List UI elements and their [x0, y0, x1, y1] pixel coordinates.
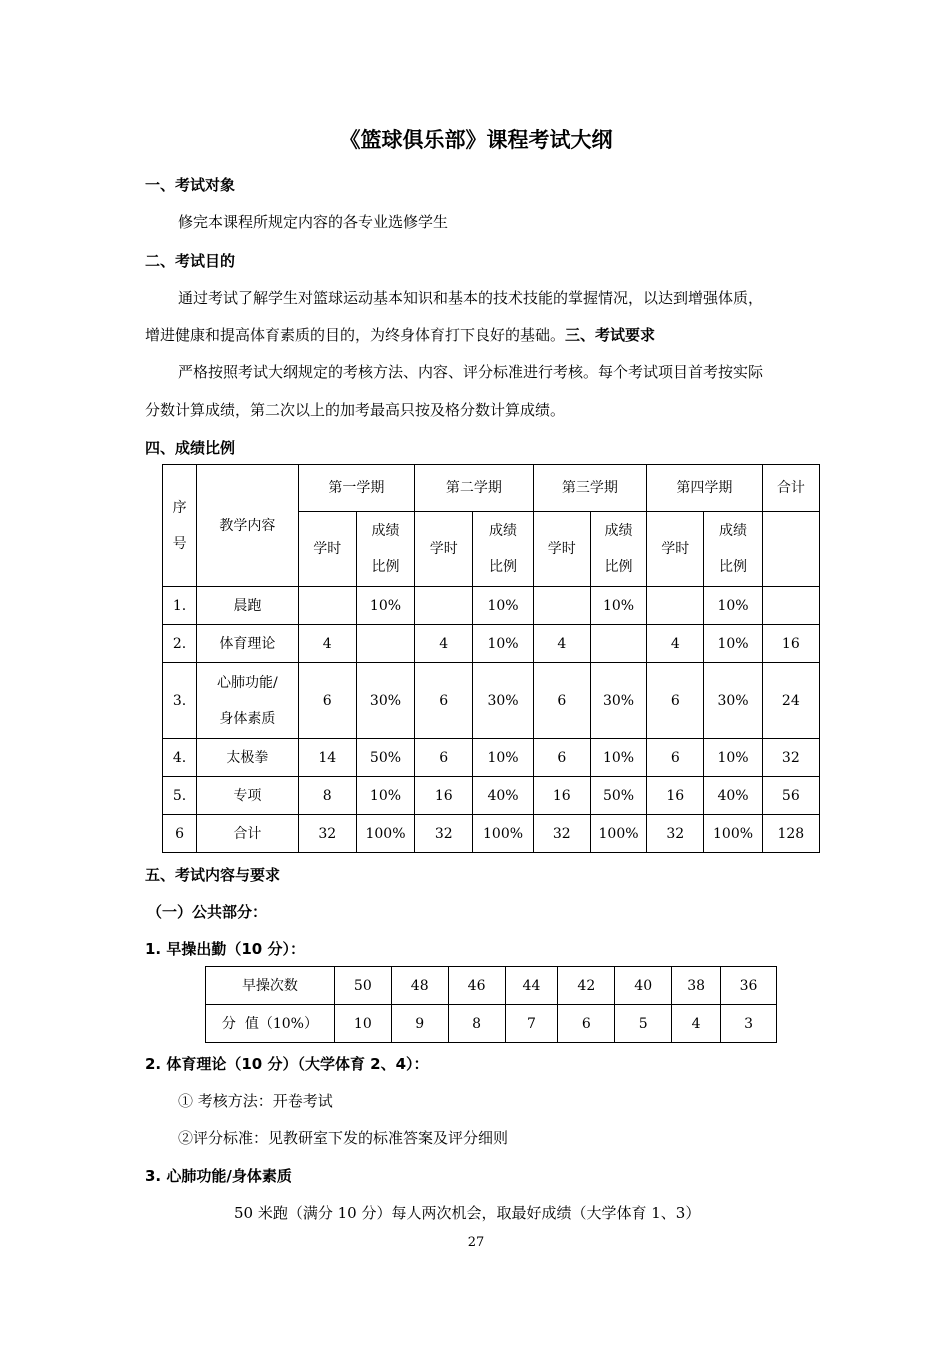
attendance-score-cell: 4 [672, 1005, 721, 1043]
section-2-line-2 [145, 324, 655, 345]
row-ratio: 30% [473, 663, 533, 739]
section-4-heading: 四、成绩比例 [145, 439, 236, 457]
row-ratio: 100% [356, 815, 414, 853]
attendance-score-cell: 5 [615, 1005, 672, 1043]
table-row [163, 815, 820, 853]
attendance-score-label: 分 值（10%） [206, 1005, 335, 1043]
section-2-line-1: 通过考试了解学生对篮球运动基本知识和基本的技术技能的掌握情况，以达到增强体质， [178, 289, 764, 307]
row-ratio: 50% [356, 739, 414, 777]
row-seq: 4. [163, 739, 197, 777]
row-ratio: 100% [704, 815, 762, 853]
row-ratio: 30% [704, 663, 762, 739]
row-ratio: 30% [356, 663, 414, 739]
row-content: 专项 [197, 777, 298, 815]
attendance-table [205, 966, 777, 1043]
row-ratio: 50% [590, 777, 646, 815]
row-hours: 4 [415, 625, 473, 663]
header-total: 合计 [762, 465, 819, 512]
row-content: 心肺功能/ 身体素质 [197, 663, 298, 739]
row-content: 合计 [197, 815, 298, 853]
row-hours [415, 587, 473, 625]
item-3-line-1: 50 米跑（满分 10 分）每人两次机会，取最好成绩（大学体育 1、3） [234, 1204, 701, 1222]
row-hours [647, 587, 704, 625]
row-hours: 6 [647, 663, 704, 739]
subheader-ratio: 成绩 比例 [590, 512, 646, 587]
row-hours: 16 [533, 777, 590, 815]
grade-rows [163, 587, 820, 853]
row-ratio: 100% [590, 815, 646, 853]
row-ratio: 10% [704, 587, 762, 625]
row-ratio: 100% [473, 815, 533, 853]
attendance-score-cell: 10 [334, 1005, 391, 1043]
subheader-total-empty [762, 512, 819, 587]
row-hours: 6 [647, 739, 704, 777]
row-hours: 6 [415, 739, 473, 777]
attendance-score-cell: 7 [505, 1005, 558, 1043]
row-ratio: 10% [704, 739, 762, 777]
row-content: 太极拳 [197, 739, 298, 777]
row-ratio: 40% [473, 777, 533, 815]
attendance-count-row [206, 967, 777, 1005]
subheader-ratio: 成绩 比例 [704, 512, 762, 587]
row-hours: 32 [415, 815, 473, 853]
header-seq: 序 号 [163, 465, 197, 587]
header-semester-2: 第二学期 [415, 465, 534, 512]
attendance-count-cell: 44 [505, 967, 558, 1005]
row-hours: 8 [298, 777, 356, 815]
item-2-line-2: ②评分标准：见教研室下发的标准答案及评分细则 [178, 1129, 509, 1147]
section-5-sub-1: （一）公共部分： [147, 903, 268, 921]
section-1-heading: 一、考试对象 [145, 176, 236, 194]
row-hours: 6 [533, 739, 590, 777]
row-ratio: 10% [590, 587, 646, 625]
subheader-hours: 学时 [647, 512, 704, 587]
table-row [163, 663, 820, 739]
attendance-score-cell: 6 [558, 1005, 615, 1043]
row-ratio: 10% [473, 625, 533, 663]
row-ratio: 40% [704, 777, 762, 815]
table-row [163, 625, 820, 663]
subheader-hours: 学时 [298, 512, 356, 587]
table-row [163, 739, 820, 777]
item-1-heading: 1. 早操出勤（10 分）： [145, 940, 305, 958]
section-2-line-2-text: 增进健康和提高体育素质的目的，为终身体育打下良好的基础。 [145, 326, 566, 344]
row-ratio: 10% [356, 587, 414, 625]
row-hours: 4 [647, 625, 704, 663]
row-total: 56 [762, 777, 819, 815]
page-title: 《篮球俱乐部》课程考试大纲 [339, 128, 613, 152]
section-3-heading: 三、考试要求 [565, 326, 656, 344]
row-hours: 4 [298, 625, 356, 663]
row-hours: 6 [415, 663, 473, 739]
attendance-count-cell: 46 [448, 967, 505, 1005]
table-header-row [163, 465, 820, 512]
row-seq: 2. [163, 625, 197, 663]
row-seq: 3. [163, 663, 197, 739]
section-5-heading: 五、考试内容与要求 [145, 866, 281, 884]
row-hours: 32 [533, 815, 590, 853]
header-semester-3: 第三学期 [533, 465, 647, 512]
row-ratio [590, 625, 646, 663]
attendance-count-cell: 42 [558, 967, 615, 1005]
row-hours: 32 [298, 815, 356, 853]
row-seq: 6 [163, 815, 197, 853]
section-3-line-1: 严格按照考试大纲规定的考核方法、内容、评分标准进行考核。每个考试项目首考按实际 [178, 363, 764, 381]
row-total: 24 [762, 663, 819, 739]
row-ratio: 10% [704, 625, 762, 663]
row-hours: 16 [647, 777, 704, 815]
item-3-heading: 3. 心肺功能/身体素质 [145, 1167, 292, 1185]
attendance-score-cell: 3 [721, 1005, 777, 1043]
row-ratio: 10% [356, 777, 414, 815]
section-3-line-2: 分数计算成绩，第二次以上的加考最高只按及格分数计算成绩。 [145, 401, 566, 419]
grade-ratio-table [162, 464, 820, 853]
row-ratio: 10% [473, 587, 533, 625]
table-row [163, 777, 820, 815]
row-total [762, 587, 819, 625]
row-content: 晨跑 [197, 587, 298, 625]
row-ratio: 30% [590, 663, 646, 739]
row-total: 128 [762, 815, 819, 853]
row-total: 16 [762, 625, 819, 663]
header-content: 教学内容 [197, 465, 298, 587]
row-ratio: 10% [590, 739, 646, 777]
attendance-count-label: 早操次数 [206, 967, 335, 1005]
row-hours: 16 [415, 777, 473, 815]
row-hours: 4 [533, 625, 590, 663]
row-content: 体育理论 [197, 625, 298, 663]
attendance-count-cell: 36 [721, 967, 777, 1005]
header-semester-1: 第一学期 [298, 465, 415, 512]
row-hours [298, 587, 356, 625]
section-1-text: 修完本课程所规定内容的各专业选修学生 [178, 213, 449, 231]
attendance-count-cell: 40 [615, 967, 672, 1005]
subheader-ratio: 成绩 比例 [356, 512, 414, 587]
attendance-score-row [206, 1005, 777, 1043]
attendance-count-cell: 48 [391, 967, 448, 1005]
row-total: 32 [762, 739, 819, 777]
page-number: 27 [467, 1235, 485, 1250]
row-ratio: 10% [473, 739, 533, 777]
item-2-line-1: ① 考核方法：开卷考试 [178, 1092, 333, 1110]
row-ratio [356, 625, 414, 663]
subheader-hours: 学时 [415, 512, 473, 587]
row-hours: 14 [298, 739, 356, 777]
subheader-ratio: 成绩 比例 [473, 512, 533, 587]
row-seq: 1. [163, 587, 197, 625]
attendance-count-cell: 50 [334, 967, 391, 1005]
attendance-score-cell: 8 [448, 1005, 505, 1043]
row-hours [533, 587, 590, 625]
section-2-heading: 二、考试目的 [145, 252, 236, 270]
attendance-count-cell: 38 [672, 967, 721, 1005]
row-hours: 6 [533, 663, 590, 739]
table-row [163, 587, 820, 625]
row-seq: 5. [163, 777, 197, 815]
attendance-score-cell: 9 [391, 1005, 448, 1043]
row-hours: 6 [298, 663, 356, 739]
item-2-heading: 2. 体育理论（10 分）（大学体育 2、4）： [145, 1055, 429, 1073]
subheader-hours: 学时 [533, 512, 590, 587]
row-hours: 32 [647, 815, 704, 853]
header-semester-4: 第四学期 [647, 465, 763, 512]
